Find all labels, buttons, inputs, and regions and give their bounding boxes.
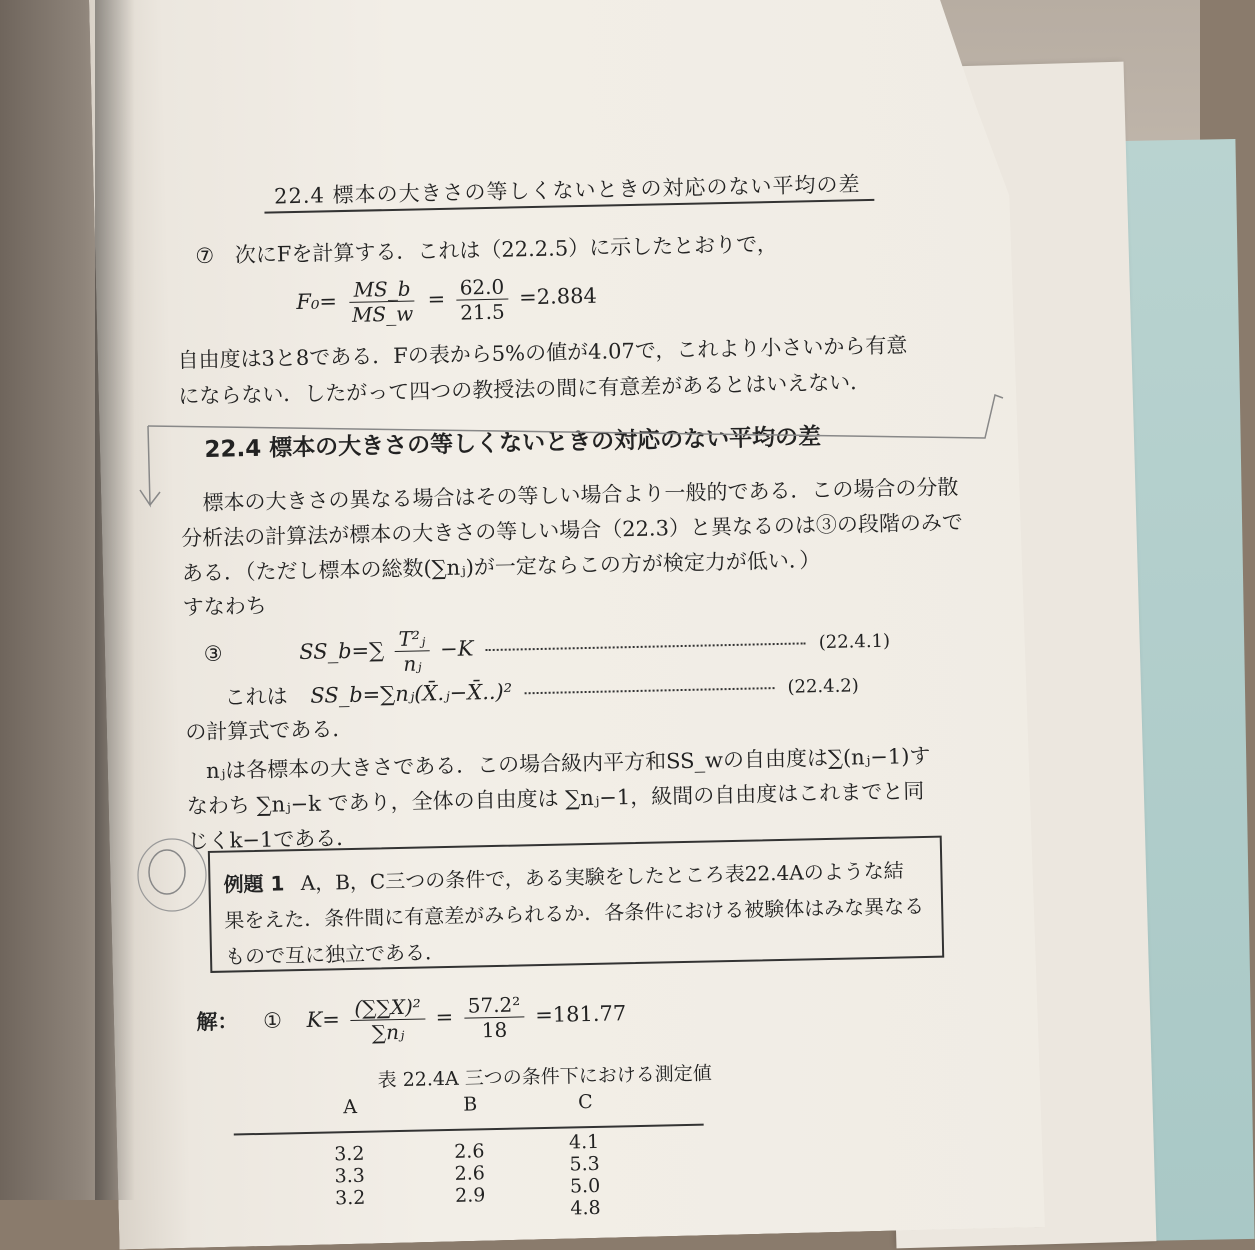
solution-result: =181.77: [534, 1001, 627, 1028]
f-eq-sign: =: [427, 286, 446, 312]
eq1-lhs: SS_b=∑: [298, 638, 385, 665]
table-rule: [234, 1124, 704, 1136]
table-cell: 3.3: [334, 1164, 366, 1188]
example-text: A，B，C三つの条件で，ある実験をしたところ表22.4Aのような結果をえた．条件間に有意差がみられるか．各条件における被験体はみな異なるもので互に独立である．: [224, 858, 925, 969]
section-title: 22.4 標本の大きさの等しくないときの対応のない平均の差: [204, 424, 822, 463]
intro-line-1: 標本の大きさの異なる場合はその等しい場合より一般的である．この場合の分散: [202, 475, 959, 516]
eq1-denominator: nⱼ: [403, 651, 422, 676]
solution-fraction: [350, 994, 425, 1045]
f-value-denominator: 21.5: [459, 299, 505, 325]
df-line-3: じくk−1である．: [187, 825, 358, 854]
table-title: 表 22.4A 三つの条件下における測定値: [377, 1062, 712, 1092]
eq2-leader-dots: [525, 687, 775, 694]
solution-lhs: K=: [306, 1007, 341, 1032]
table-cell: 3.2: [333, 1142, 365, 1166]
eq1-leader-dots: [486, 642, 806, 651]
book-gutter: [95, 0, 135, 1200]
eq2-prefix: これは: [224, 684, 288, 710]
solution-value-numerator: 57.2²: [463, 992, 524, 1018]
f-value-numerator: 62.0: [455, 275, 508, 301]
f-denominator: MS_w: [351, 301, 414, 327]
table-cell: 2.6: [453, 1140, 485, 1163]
table-header-a: A: [342, 1095, 358, 1119]
table-cell: 2.9: [454, 1184, 486, 1207]
solution-value-fraction: [463, 992, 525, 1042]
step7-marker: ⑦: [195, 243, 215, 269]
solution-line: [196, 990, 627, 1048]
solution-numerator: (∑∑X)²: [350, 994, 425, 1021]
eq2-number: (22.4.2): [787, 675, 859, 698]
eq1-numerator: T²ⱼ: [394, 626, 429, 652]
running-head: 22.4 標本の大きさの等しくないときの対応のない平均の差: [273, 172, 861, 209]
table-cell: 5.3: [569, 1152, 600, 1176]
eq1-rest: −K: [439, 636, 474, 662]
page-content: [150, 0, 1075, 1220]
table-cell: 3.2: [334, 1186, 366, 1210]
eq1-fraction: [394, 626, 430, 676]
intro-line-3: ある．（ただし標本の総数(∑nⱼ)が一定ならこの方が検定力が低い．）: [181, 548, 821, 586]
table-cell: 4.1: [568, 1130, 600, 1154]
example-problem: [223, 852, 925, 975]
intro-line-4: すなわち: [182, 593, 267, 620]
f-result: =2.884: [518, 283, 598, 310]
solution-denominator: ∑nⱼ: [371, 1019, 405, 1045]
eq1-marker: ③: [203, 641, 223, 667]
conclusion-line-2: にならない．したがって四つの教授法の間に有意差があるとはいえない．: [178, 369, 872, 409]
f-lhs: F₀=: [296, 289, 338, 314]
solution-value-denominator: 18: [481, 1017, 508, 1043]
table-cell: 2.6: [454, 1162, 486, 1185]
solution-marker: ①: [262, 1008, 283, 1033]
table-header-b: B: [462, 1093, 478, 1116]
conclusion-line-1: 自由度は3と8である．Fの表から5%の値が4.07で，これより小さいから有意: [177, 333, 908, 373]
solution-eq-sign: =: [435, 1004, 454, 1030]
intro-line-2: 分析法の計算法が標本の大きさの等しい場合（22.3）と異なるのは③の段階のみで: [181, 510, 964, 551]
f-numerator: MS_b: [349, 277, 414, 303]
solution-label: 解：: [196, 1009, 239, 1035]
example-label: 例題 1: [223, 871, 285, 897]
df-line-2: なわち ∑nⱼ−k であり，全体の自由度は ∑nⱼ−1，級間の自由度はこれまでと同: [186, 778, 925, 819]
df-line-1: nⱼは各標本の大きさである．この場合級内平方和SS_wの自由度は∑(nⱼ−1)す: [205, 743, 931, 783]
step7-text: 次にFを計算する．これは（22.2.5）に示したとおりで，: [234, 231, 778, 268]
eq1-number: (22.4.1): [818, 630, 891, 654]
table-cell: 4.8: [570, 1196, 601, 1220]
table-cell: 5.0: [569, 1174, 601, 1198]
f-fraction: [347, 276, 417, 326]
eq2-expression: SS_b=∑nⱼ(X̄.ⱼ−X̄..)²: [310, 679, 513, 708]
f-value-fraction: [455, 275, 509, 325]
table-header-c: C: [577, 1090, 593, 1114]
after-equation-text: の計算式である．: [185, 716, 354, 745]
step7-line: [195, 227, 778, 273]
f-equation: [296, 273, 597, 328]
